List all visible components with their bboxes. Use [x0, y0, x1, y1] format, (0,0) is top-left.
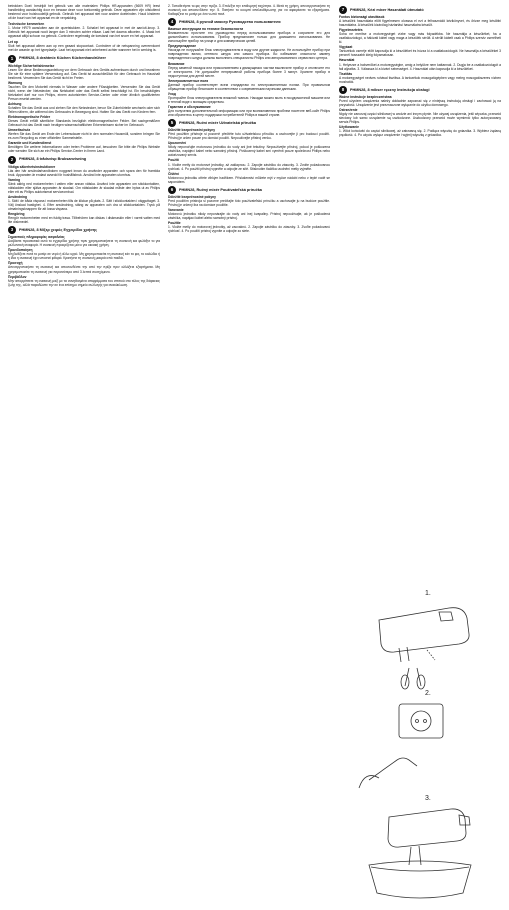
section-text: Απενεργοποιήστε τη συσκευή και αποσυνδέστε την από την πρίζα πριν αλλάξετε εξαρτήματα. Μη χρησιμοποιείτε τη συσκευή για περισσότερο από 3 λεπτά συνεχόμενα.	[8, 265, 160, 274]
section-text: 1. Vložte metly do motorové jednotky, až zaklapnou. 2. Zapojte zástrčku do zásuvky. 3. Zvolte požadovanou rychlost. 4. Po použití přístroj vypněte a odpojte ze sítě. Stisknutím tlačítka uvolnění metly vyjměte.	[168, 162, 330, 171]
section-heading: Внимание	[168, 61, 185, 66]
section-heading: Viktiga säkerhetsinstruktioner	[8, 164, 56, 169]
section-heading: Čištění	[168, 171, 179, 176]
section-text: 1. Sätt i de båda vispana i motorenheten tills de klickar på plats. 2. Sätt i stickkontakten i vägguttaget. 3. Välj önskad hastighet. 4. Efter användning, stäng av apparaten och dra ut stickkontakten. Tryck på utmatningsknappen för att lossa vispana.	[8, 198, 160, 211]
section-heading: Warnung	[8, 80, 23, 85]
section	[8, 40, 160, 52]
section-heading: Garantie und Kundendienst	[8, 141, 52, 146]
chapter-number-badge: 7	[339, 6, 347, 14]
chapter-number-badge: 6	[168, 186, 176, 194]
section-text: Tartozékok cseréje előtt kapcsolja ki a készüléket és húzza ki a csatlakozódugót. Ne használja a készüléket 3 percnél hosszabb ideig folyamatosan.	[339, 49, 501, 58]
chapter-title: PHMN28, 8 ручной миксер Руководство пользователя	[179, 20, 281, 25]
chapter-heading	[168, 119, 330, 127]
section-text: Před použitím přístroje si pozorně přečtěte tuto uživatelskou příručku a uschovejte ji pro budoucí použití. Přístroj je určen pouze pro domácí použití. Nepoužívejte přístroj venku.	[168, 132, 330, 141]
section-text: Läs den här användarhandboken noggrant innan du använder apparaten och spara den för framtida bruk. Apparaten är endast avsedd för hushållsbruk. Använd inte apparaten utomhus.	[8, 168, 160, 177]
section-heading: Umweltschutz	[8, 128, 31, 133]
mixer-bowl-illustration	[339, 795, 501, 905]
chapter-number-badge: 1	[8, 55, 16, 63]
section-text: Διαβάστε προσεκτικά αυτό το εγχειρίδιο χρήσης πριν χρησιμοποιήσετε τη συσκευή και φυλάξτε το για μελλοντική αναφορά. Η συσκευή προορίζεται μόνο για οικιακή χρήση.	[8, 239, 160, 248]
chapter-number-badge: 8	[339, 86, 347, 94]
intro-text: 2. Τοποθετήστε το φις στην πρίζα. 3. Επιλέξτε την επιθυμητή ταχύτητα. 4. Μετά τη χρήση, απενεργοποιήστε τη συσκευή και αποσυνδέστε την. 5. Πατήστε το κουμπί απελευθέρωσης για να αφαιρέσετε τα εξαρτήματα. Καθαρίζετε το μοτέρ με ένα νωπό πανί.	[168, 4, 330, 17]
section-text: Sluit het apparaat alleen aan op een geaard stopcontact. Controleer of de netspanning overeenkomt met de waarde op het typeplaatje. Laat het apparaat niet onbeheerd achter wanneer het in werking is.	[8, 44, 160, 53]
section-text: A motoregységet nedves ruhával tisztítsa. A tartozékok mosogatógépben vagy meleg mosogatószeres vízben moshatók.	[339, 75, 501, 84]
figure-number: 3.	[425, 795, 431, 802]
chapter-heading	[8, 156, 160, 164]
mixer-whisks-illustration	[339, 590, 501, 690]
section-text: Sänk aldrig ned motorenheten i vatten eller annan vätska. Använd inte apparaten om stickkontakten, nätsladden eller själva apparaten är skadad. Om nätsladden är skadad måste den bytas ut av Philips eller ett av Philips auktoriserat serviceombud.	[8, 181, 160, 194]
section-heading: Varovanie	[168, 207, 184, 212]
section-text: Для получения дополнительной информации или при возникновении проблем посетите веб-сайт Philips или обратитесь в центр поддержки потребителей Philips в вашей стране.	[168, 109, 330, 118]
section-heading: Dôležité bezpečnostné pokyny	[168, 194, 216, 199]
section-heading: Προσοχή	[8, 261, 23, 266]
section-text: Протирайте блок электродвигателя влажной тканью. Насадки можно мыть в посудомоечной машине или в теплой воде с моющим средством.	[168, 95, 330, 104]
figure-2	[339, 690, 501, 795]
section-heading: Tisztítás	[339, 71, 353, 76]
section-heading: Achtung	[8, 101, 22, 106]
section-heading: Предупреждение	[168, 44, 197, 49]
section-heading: Användning	[8, 194, 28, 199]
column-right	[339, 4, 501, 137]
chapter-number-badge: 4	[168, 18, 176, 26]
intro-text: betrokken Doel: bestrijdt het gebruik van alle materialen Philips HR-apparaten (5609 HR) leest handleiding aandachtig door en bewaar deze voor toekomstig gebruik. Deze apparaten zijn uitsluitend bestemd voor huishoudelijk gebruik. Gebruik het apparaat niet voor andere doeleinden. Houd kinderen uit de buurt van het apparaat en de verpakking.	[8, 4, 160, 21]
section-heading: Upozornění	[168, 141, 187, 146]
section-heading: Περιβάλλον	[8, 274, 27, 279]
section-text: A készülék használata előtt figyelmesen olvassa el ezt a felhasználói kézikönyvet, és őrizze meg későbbi használatra. A készülék kizárólag háztartási használatra készült.	[339, 19, 501, 28]
section-heading: Гарантия и обслуживание	[168, 104, 211, 109]
section-heading: Электромагнитные поля	[168, 78, 209, 83]
section-heading: Varning	[8, 177, 21, 182]
section-heading: Použití	[168, 158, 179, 163]
section-text: Schalten Sie das Gerät aus und ziehen Sie den Netzstecker, bevor Sie Zubehörteile wechseln oder sich Teilen nähern, die während des Gebrauchs in Bewegung sind. Halten Sie das Gerät von Kindern fern.	[8, 105, 160, 115]
chapter-title: PHMN28, 8 mikser ręczny Instrukcja obsługi	[350, 87, 430, 92]
section-text: Tauchen Sie den Motorteil niemals in Wasser oder andere Flüssigkeiten. Verwenden Sie das Gerät nicht, wenn der Netzstecker, das Netzkabel oder das Gerät selbst beschädigt ist. Ein beschädigtes Netzkabel darf nur von Philips, einem autorisierten Service-Center oder einer ähnlich qualifizierten Person ersetzt werden.	[8, 84, 160, 101]
section-text: Μην απορρίπτετε τη συσκευή μαζί με τα συνηθισμένα απορρίμματα του σπιτιού στο τέλος της διάρκειας ζωής της, αλλά παραδώστε την σε ένα επίσημο σημείο συλλογής για ανακύκλωση.	[8, 278, 160, 287]
chapter-title: PHMN28, 8 drahtmix Küchen Küchenhandrührer	[19, 56, 106, 61]
chapter-heading	[339, 6, 501, 14]
section-text: 1. Motor HR79 aansluiten aan de opzetstukken. 2. Schakel het apparaat in met de aan/uit-knop. 3. Gebruik het apparaat nooit langer dan 3 minuten achter elkaar. Laat het daarna afkoelen. 4. Maak het apparaat altijd schoon na gebruik. Controleer regelmatig de toestand van het snoer en het apparaat.	[8, 26, 160, 39]
chapter-number-badge: 5	[168, 119, 176, 127]
section-text: Pred použitím prístroja si pozorne prečítajte túto používateľskú príručku a uschovajte ju na budúce použitie. Prístroj je určený iba na domáce použitie.	[168, 198, 330, 207]
chapter-title: PHMN28, 8 trådsvisp Bruksanvisning	[19, 157, 87, 162]
illustrations-panel	[339, 590, 501, 905]
section-heading: Elektromagnetische Felder	[8, 115, 51, 120]
section	[8, 22, 160, 38]
chapter-heading	[168, 18, 330, 26]
figure-3	[339, 795, 501, 905]
section-heading: Technische kenmerken	[8, 22, 45, 27]
section-heading: Ważne instrukcje bezpieczeństwa	[339, 94, 392, 99]
chapter-heading	[168, 186, 330, 194]
section-heading: Wichtige Sicherheitshinweise	[8, 63, 55, 68]
section-text: Motorovou jednotku otřete vlhkým hadříkem. Příslušenství můžete mýt v myčce nádobí nebo v teplé vodě se saponátem.	[168, 175, 330, 184]
section-text: 1. Włóż końcówki do części silnikowej, aż zatrzasną się. 2. Podłącz wtyczkę do gniazdka. 3. Wybierz żądaną prędkość. 4. Po użyciu wyłącz urządzenie i wyjmij wtyczkę z gniazdka.	[339, 129, 501, 138]
section-heading: Уход	[168, 91, 176, 96]
section-heading: Σημαντικές πληροφορίες ασφαλείας	[8, 235, 65, 240]
chapter-title: PHMN28, Ruční mixér Uživatelská příručka	[179, 121, 257, 126]
plug-socket-illustration	[339, 690, 501, 795]
figure-number: 1.	[425, 590, 431, 597]
section-heading: Použitie	[168, 221, 181, 226]
section-heading: Let op	[8, 40, 18, 45]
section-heading: Προειδοποίηση	[8, 248, 33, 253]
chapter-heading	[8, 55, 160, 63]
section-text: Soha ne merítse a motoregységet vízbe vagy más folyadékba. Ne használja a készüléket, ha a csatlakozódugó, a hálózati kábel vagy maga a készülék sérült. A sérült kábelt csak a Philips szerviz cserélheti ki.	[339, 32, 501, 45]
section-heading: Важные инструкции по технике безопасности	[168, 27, 244, 32]
section-heading: Vigyázat	[339, 45, 353, 50]
section-text: Dieses Gerät erfüllt sämtliche Standards bezüglich elektromagnetischer Felder. Bei sachgemäßem Gebrauch ist das Gerät nach heutigen wissenschaftlichen Erkenntnissen sicher im Gebrauch.	[8, 119, 160, 128]
section-text: Данный прибор соответствует всем стандартам по электромагнитным полям. При правильном обращении прибор безопасен в соответствии с современными научными данными.	[168, 82, 330, 91]
section-heading: Használat	[339, 58, 355, 63]
section-text: Motorovú jednotku nikdy neponárajte do vody ani inej kvapaliny. Prístroj nepoužívajte, ak je poškodená zástrčka, napájací kábel alebo samotný prístroj.	[168, 211, 330, 220]
section-text: Перед заменой насадок или прикосновением к движущимся частям выключите прибор и отключите его от электросети. Не допускайте непрерывной работы прибора более 3 минут. Храните прибор в недоступном для детей месте.	[168, 65, 330, 78]
section-text: Nigdy nie zanurzaj części silnikowej w wodzie ani innym płynie. Nie używaj urządzenia, jeśli wtyczka, przewód sieciowy lub samo urządzenie są uszkodzone. Uszkodzony przewód może wymienić tylko autoryzowany serwis Philips.	[339, 111, 501, 125]
column-middle	[168, 4, 330, 233]
figure-number: 2.	[425, 690, 431, 697]
chapter-number-badge: 3	[8, 226, 16, 234]
section-text: 1. Helyezze a habverőket a motoregységbe, amíg a helyükre nem kattannak. 2. Dugja be a csatlakozódugót a fali aljzatba. 3. Válassza ki a kívánt sebességet. 4. Használat után kapcsolja ki a készüléket.	[339, 62, 501, 71]
chapter-title: PHMN28, 8 Μίξερ χειρός Εγχειρίδιο χρήσης	[19, 228, 98, 233]
chapter-title: PHMN28, Ručný mixér Používateľská príručka	[179, 187, 262, 192]
section-heading: Důležité bezpečnostní pokyny	[168, 128, 216, 133]
chapter-heading	[8, 226, 160, 234]
section-heading: Ostrzeżenie	[339, 107, 358, 112]
column-left	[8, 4, 160, 287]
section-heading: Figyelmeztetés	[339, 28, 363, 33]
chapter-heading	[339, 86, 501, 94]
section-text: Lesen Sie diese Bedienungsanleitung vor dem Gebrauch des Geräts aufmerksam durch und bewahren Sie sie für eine spätere Verwendung auf. Das Gerät ist ausschließlich für den Gebrauch im Haushalt bestimmt. Verwenden Sie das Gerät nicht im Freien.	[8, 67, 160, 80]
section-text: Rengör motorenheten med en fuktig trasa. Tillbehören kan diskas i diskmaskin eller i varmt vatten med lite diskmedel.	[8, 216, 160, 225]
chapter-title: PHMN28, Kézi mixer Használati útmutató	[350, 7, 424, 12]
section-text: 1. Vložte metly do motorovej jednotky, až zacvaknú. 2. Zapojte zástrčku do zásuvky. 3. Zvoľte požadovanú rýchlosť. 4. Po použití prístroj vypnite a odpojte zo siete.	[168, 225, 330, 234]
section-text: Przed użyciem urządzenia należy dokładnie zapoznać się z niniejszą instrukcją obsługi i zachować ją na przyszłość. Urządzenie jest przeznaczone wyłącznie do użytku domowego.	[339, 98, 501, 107]
section-text: Werfen Sie das Gerät am Ende der Lebensdauer nicht in den normalen Hausmüll, sondern bringen Sie es zum Recycling zu einer offiziellen Sammelstelle.	[8, 132, 160, 141]
section-text: Внимательно прочтите это руководство перед использованием прибора и сохраните его для дальнейшего использования. Прибор предназначен только для домашнего использования. Не используйте прибор на улице и для коммерческих целей.	[168, 31, 330, 44]
section-text: Μη βυθίζετε ποτέ το μοτέρ σε νερό ή άλλο υγρό. Μη χρησιμοποιείτε τη συσκευή εάν το φις, το καλώδιο ή η ίδια η συσκευή έχει υποστεί φθορά. Κρατήστε τη συσκευή μακριά από παιδιά.	[8, 252, 160, 261]
section-text: Nikdy neponořujte motorovou jednotku do vody ani jiné tekutiny. Nepoužívejte přístroj, pokud je poškozena zástrčka, napájecí kabel nebo samotný přístroj. Poškozený kabel smí vyměnit pouze společnost Philips nebo autorizovaný servis.	[168, 145, 330, 158]
section-text: Benötigen Sie weitere Informationen oder treten Probleme auf, besuchen Sie bitte die Philips Website oder wenden Sie sich an ein Philips Service-Center in Ihrem Land.	[8, 145, 160, 154]
section-heading: Rengöring	[8, 212, 25, 217]
section-heading: Użytkowanie	[339, 125, 359, 130]
chapter-number-badge: 2	[8, 156, 16, 164]
section-heading: Fontos biztonsági utasítások	[339, 15, 385, 19]
section-text: Никогда не погружайте блок электродвигателя в воду или другие жидкости. Не используйте прибор при повреждении вилки, сетевого шнура или самого прибора. Во избежание опасности замену поврежденного шнура должны выполнять специалисты Philips или авторизованного сервисного центра.	[168, 48, 330, 61]
figure-1	[339, 590, 501, 690]
